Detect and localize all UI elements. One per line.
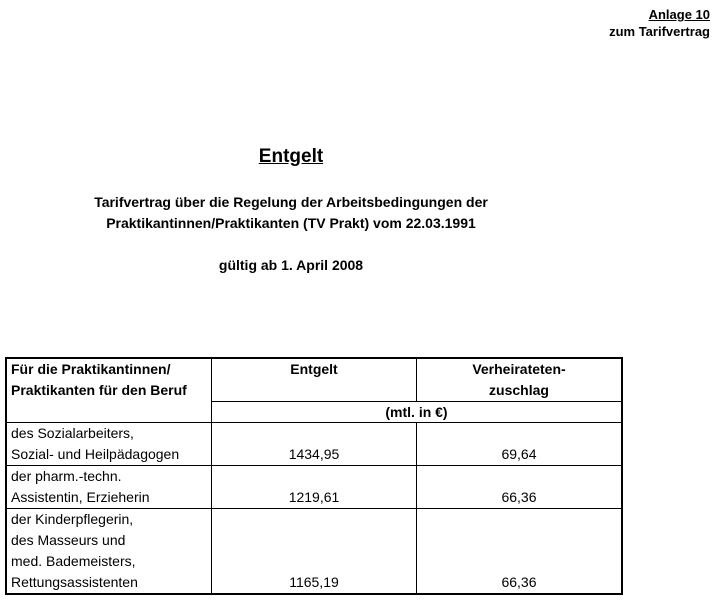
profession-line: der Kinderpflegerin, <box>11 511 134 527</box>
document-subtitle <box>0 192 582 234</box>
profession-line: Sozial- und Heilpädagogen <box>11 446 180 462</box>
annex-sublabel: zum Tarifvertrag <box>609 24 710 39</box>
salary-value: 1434,95 <box>212 423 417 466</box>
header-profession <box>6 358 212 423</box>
annex-label: Anlage 10 <box>648 7 710 22</box>
profession-line: Rettungsassistenten <box>11 574 138 590</box>
salary-table <box>5 357 623 595</box>
salary-value: 1165,19 <box>212 509 417 595</box>
supplement-value: 69,64 <box>417 423 623 466</box>
page-title: Entgelt <box>258 146 324 167</box>
header-profession-line-1: Für die Praktikantinnen/ <box>11 361 171 377</box>
header-supplement <box>417 358 623 402</box>
subtitle-line-1: Tarifvertrag über die Regelung der Arbeitsbedingungen der <box>94 194 488 210</box>
salary-value: 1219,61 <box>212 466 417 509</box>
header-salary-label: Entgelt <box>290 361 338 377</box>
table-row <box>6 423 622 466</box>
supplement-value: 66,36 <box>417 509 623 595</box>
profession-cell <box>6 509 212 595</box>
profession-cell <box>6 423 212 466</box>
table-row <box>6 509 622 595</box>
profession-line: des Masseurs und <box>11 532 126 548</box>
subtitle-line-2: Praktikantinnen/Praktikanten (TV Prakt) vom 22.03.1991 <box>106 215 476 231</box>
profession-line: des Sozialarbeiters, <box>11 425 134 441</box>
header-profession-line-2: Praktikanten für den Beruf <box>11 382 187 398</box>
header-supplement-line-2: zuschlag <box>489 382 549 398</box>
table-header-row <box>6 358 622 402</box>
unit-label: (mtl. in €) <box>212 402 623 423</box>
profession-line: med. Bademeisters, <box>11 553 136 569</box>
profession-cell <box>6 466 212 509</box>
profession-line: der pharm.-techn. <box>11 468 122 484</box>
validity-date: gültig ab 1. April 2008 <box>218 257 364 273</box>
annex-reference <box>609 6 710 40</box>
header-salary <box>212 358 417 402</box>
table-row <box>6 466 622 509</box>
header-supplement-line-1: Verheirateten- <box>472 361 566 377</box>
supplement-value: 66,36 <box>417 466 623 509</box>
profession-line: Assistentin, Erzieherin <box>11 489 150 505</box>
